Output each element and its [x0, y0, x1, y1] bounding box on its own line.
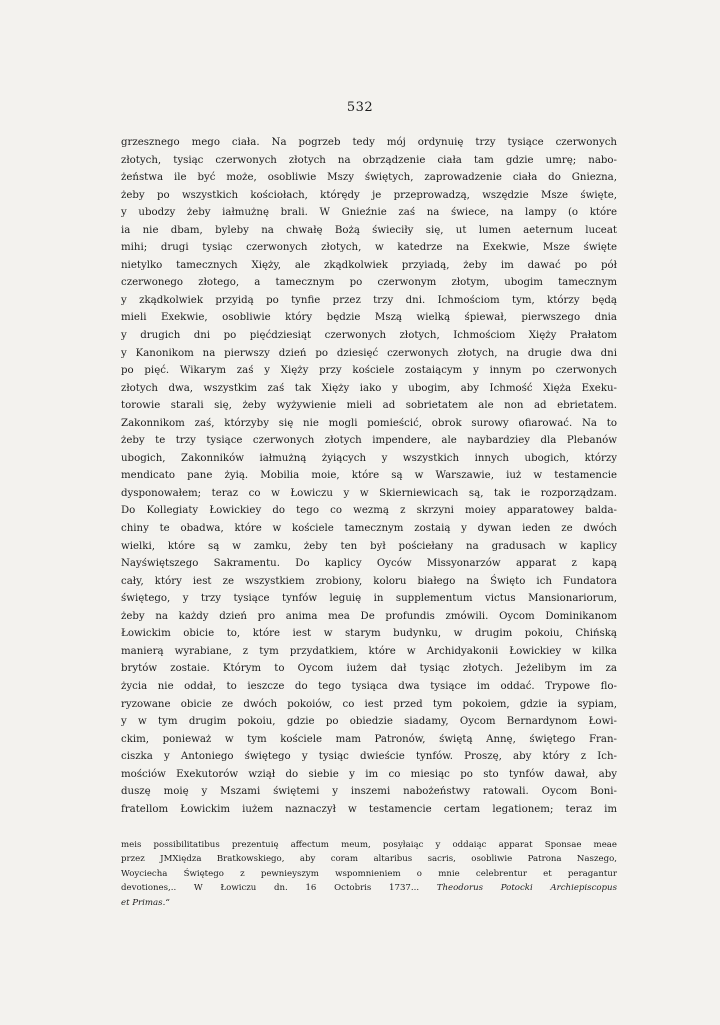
text-line: żeby po wszystkich kościołach, którędy je przeprowadzą, wszędzie Msze święte, [121, 189, 617, 201]
text-line: życia nie oddał, to ieszcze do tego tysiąca dwa tysiące im oddać. Trypowe flo- [121, 680, 617, 692]
text-line: y w tym drugim pokoiu, gdzie po obiedzie siadamy, Oycom Bernardynom Łowi- [121, 716, 617, 728]
text-line: dysponowałem; teraz co w Łowiczu y w Skierniewicach są, tak ie rozporządzam. [121, 487, 617, 499]
text-line: wielki, które są w zamku, żeby ten był pościełany na gradusach w kaplicy [121, 540, 617, 552]
text-line: ciszka y Antoniego świętego y tysiąc dwieście tynfów. Proszę, aby który z Ich- [121, 751, 617, 763]
footnote-signature-end: et Primas.“ [121, 897, 170, 908]
text-line: brytów zostaie. Którym to Oycom iużem dał tysiąc złotych. Jeżelibym im za [121, 663, 617, 675]
text-line: mendicato pane żyią. Mobilia moie, które są w Warszawie, iuż w testamencie [121, 470, 617, 482]
text-line: Zakonnikom zaś, którzyby się nie mogli pomieścić, obrok surowy ofiarować. Na to [121, 417, 617, 429]
text-line: żeby na każdy dzień pro anima mea De profundis zmówili. Oycom Dominikanom [121, 610, 617, 622]
text-line: Nayświętszego Sakramentu. Do kaplicy Oyców Missyonarzów apparat z kapą [121, 558, 617, 570]
footnote-line: przez JMXiędza Bratkowskiego, aby coram altaribus sacris, osobliwie Patrona Naszego, [121, 854, 617, 865]
text-line: manierą wyrabiane, z tym przydatkiem, które w Archidyakonii Łowickiey w kilka [121, 645, 617, 657]
text-line: y ubodzy żeby iałmużnę brali. W Gnieźnie zaś na świece, na lampy (o które [121, 207, 617, 219]
text-line: świętego, y trzy tysiące tynfów leguię in supplementum victus Mansionariorum, [121, 593, 617, 605]
footnote-line [121, 881, 617, 895]
text-line: mościów Exekutorów wziął do siebie y im co miesiąc po sto tynfów dawał, aby [121, 768, 617, 780]
footnote [121, 838, 617, 910]
text-line: y drugich dni po pięćdziesiąt czerwonych złotych, Ichmościom Xięży Prałatom [121, 330, 617, 342]
text-line: y Kanonikom na pierwszy dzień po dziesięć czerwonych złotych, na drugie dwa dni [121, 347, 617, 359]
footnote-signature: Theodorus Potocki Archiepiscopus [436, 883, 617, 894]
text-line: po pięć. Wikarym zaś y Xięży przy kościele zostaiącym y innym po czerwonych [121, 365, 617, 377]
text-line: Do Kollegiaty Łowickiey do tego co wezmą z skrzyni moiey apparatowey balda- [121, 505, 617, 517]
text-line: chiny te obadwa, które w kościele tamecznym zostaią y dywan ieden ze dwóch [121, 523, 617, 535]
text-line: torowie starali się, żeby wyżywienie mieli ad sobrietatem ale non ad ebrietatem. [121, 400, 617, 412]
text-line: mihi; drugi tysiąc czerwonych złotych, w katedrze na Exekwie, Msze święte [121, 242, 617, 254]
footnote-line: Woyciecha Świętego z pewnieyszym wspomnieniem o mnie celebrentur et peragantur [121, 868, 617, 879]
footnote-date: devotiones,.. W Łowiczu dn. 16 Octobris 1737... [121, 883, 420, 894]
text-line: fratellom Łowickim iużem naznaczył w testamencie certam legationem; teraz im [121, 803, 617, 815]
text-line: mieli Exekwie, osobliwie który będzie Mszą wielką śpiewał, pierwszego dnia [121, 312, 617, 324]
text-line: ia nie dbam, byleby na chwałę Bożą świeciły się, ut lumen aeternum luceat [121, 224, 617, 236]
text-line: ckim, ponieważ w tym kościele mam Patronów, świętą Annę, świętego Fran- [121, 733, 617, 745]
text-line: nietylko tamecznych Xięży, ale zkądkolwiek przyiadą, żeby im dawać po pół [121, 259, 617, 271]
text-line: ryzowane obicie ze dwóch pokoiów, co iest przed tym pokoiem, gdzie ia sypiam, [121, 698, 617, 710]
text-line: cały, który iest ze wszystkiem zrobiony, koloru białego na Święto ich Fundatora [121, 575, 617, 587]
text-line: złotych dwa, wszystkim zaś tak Xięży iako y ubogim, aby Ichmość Xięża Exeku- [121, 382, 617, 394]
text-line: Łowickim obicie to, które iest w starym budynku, w drugim pokoiu, Chińską [121, 628, 617, 640]
footnote-line: meis possibilitatibus prezentuię affectum meum, posyłaiąc y oddaiąc apparat Sponsae meae [121, 840, 617, 850]
text-line: ubogich, Zakonników iałmużną żyiących y wszystkich innych ubogich, którzy [121, 452, 617, 464]
text-line: y zkądkolwiek przyidą po tynfie przez trzy dni. Ichmościom tym, którzy będą [121, 294, 617, 306]
page-number: 532 [346, 100, 374, 115]
main-text [121, 134, 617, 818]
text-line: grzesznego mego ciała. Na pogrzeb tedy mój ordynuię trzy tysiące czerwonych [121, 137, 617, 148]
text-line: żeby te trzy tysiące czerwonych złotych impendere, ale naybardziey dla Plebanów [121, 435, 617, 447]
text-line: czerwonego złotego, a tamecznym po czerwonym złotym, ubogim tamecznym [121, 277, 617, 289]
text-line: duszę moię y Mszami świętemi y inszemi nabożeństwy ratowali. Oycom Boni- [121, 786, 617, 798]
text-line: złotych, tysiąc czerwonych złotych na obrządzenie ciała tam gdzie umrę; nabo- [121, 154, 617, 166]
text-line: żeństwa ile być może, osobliwie Mszy świętych, zaprowadzenie ciała do Gniezna, [121, 172, 617, 184]
